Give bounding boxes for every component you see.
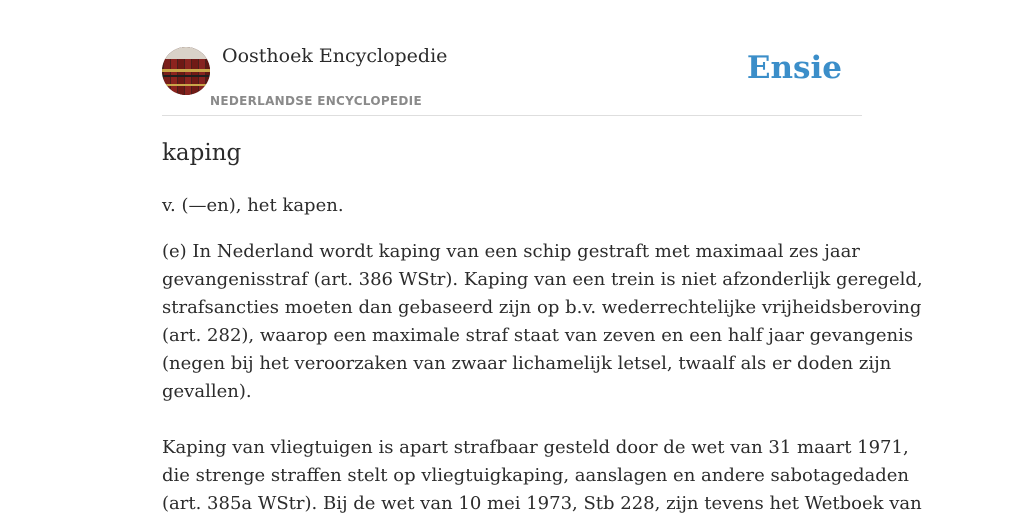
paragraph-line: (art. 282), waarop een maximale straf staat van zeven en een half jaar gevangenis: [162, 325, 914, 346]
paragraph-line: Kaping van vliegtuigen is apart strafbaar gesteld door de wet van 31 maart 1971,: [162, 437, 909, 458]
paragraph-line: gevangenisstraf (art. 386 WStr). Kaping van een trein is niet afzonderlijk geregeld,: [162, 269, 923, 290]
brand-logo-link[interactable]: Ensie: [746, 50, 842, 86]
entry-definition: v. (—en), het kapen.: [162, 195, 344, 216]
paragraph-line: (negen bij het veroorzaken van zwaar lichamelijk letsel, twaalf als er doden zijn: [162, 353, 892, 374]
page: [162, 0, 923, 514]
site-name[interactable]: Oosthoek Encyclopedie: [222, 45, 448, 67]
paragraph-line: (e) In Nederland wordt kaping van een schip gestraft met maximaal zes jaar: [162, 241, 860, 262]
paragraph-line: (art. 385a WStr). Bij de wet van 10 mei 1973, Stb 228, zijn tevens het Wetboek van: [162, 493, 922, 514]
site-subtitle: NEDERLANDSE ENCYCLOPEDIE: [210, 94, 422, 108]
paragraph-line: die strenge straffen stelt op vliegtuigkaping, aanslagen en andere sabotagedaden: [162, 465, 909, 486]
encyclopedia-books-avatar-icon[interactable]: [162, 47, 210, 95]
entry-title: kaping: [162, 140, 242, 166]
entry-paragraph-1: [162, 238, 923, 406]
entry-paragraph-2: [162, 434, 922, 518]
paragraph-line: strafsancties moeten dan gebaseerd zijn op b.v. wederrechtelijke vrijheidsberoving: [162, 297, 922, 318]
site-header: [162, 0, 862, 116]
paragraph-line: gevallen).: [162, 381, 252, 402]
